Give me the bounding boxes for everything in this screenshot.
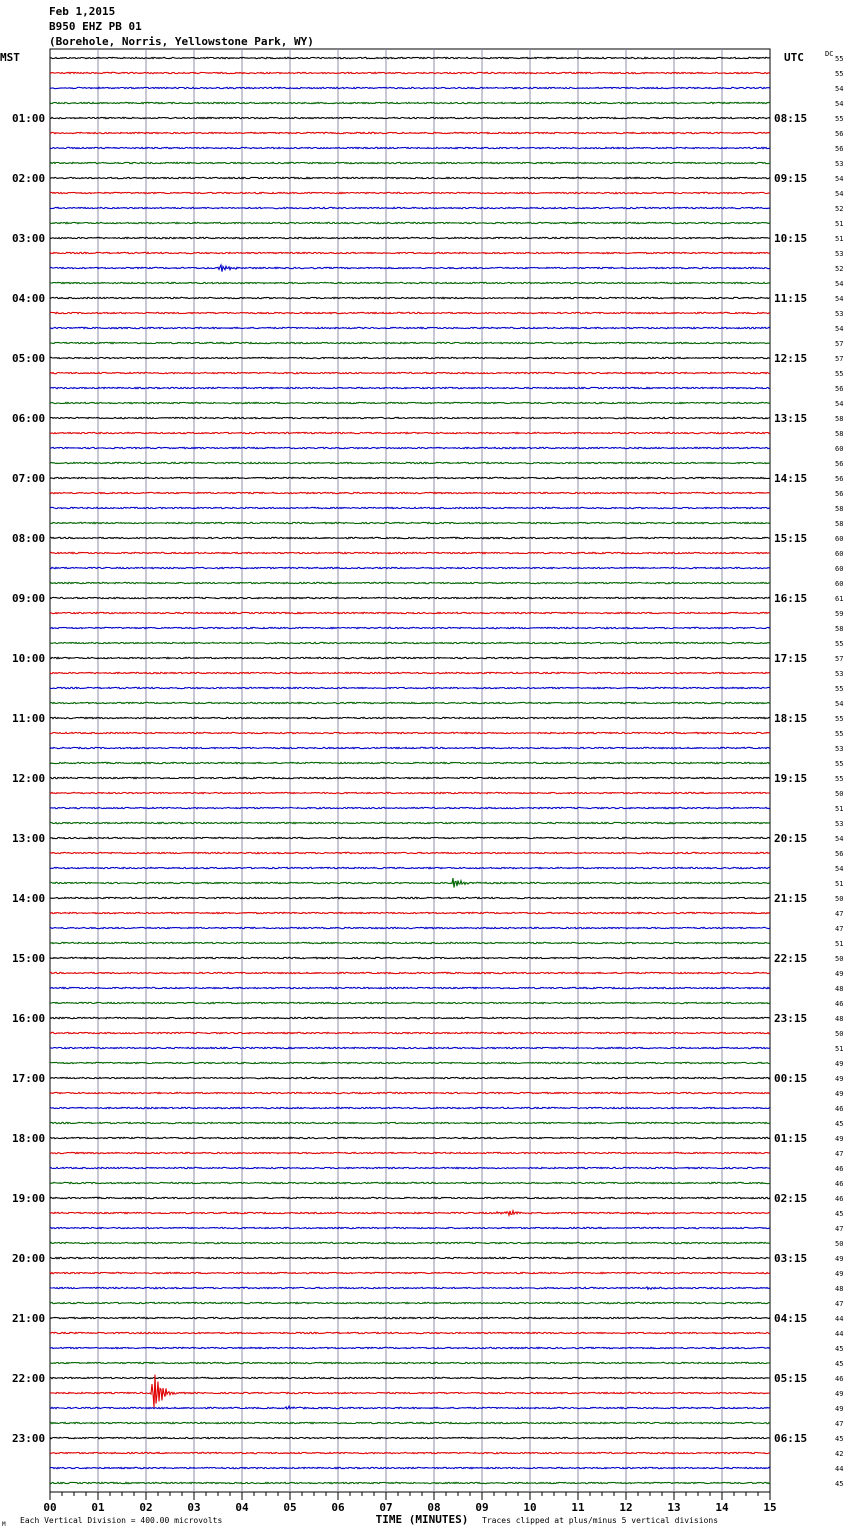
x-axis-title: TIME (MINUTES) [375,1513,469,1526]
trace-line [50,447,770,448]
trace-line [50,477,770,478]
mst-hour-label: 05:00 [12,352,46,365]
dc-offset-value: 45 [835,1345,844,1353]
x-tick-label: 00 [43,1501,57,1514]
dc-offset-value: 45 [835,1360,844,1368]
x-tick-label: 13 [667,1501,681,1514]
dc-offset-value: 54 [835,325,844,333]
trace-line [50,747,770,748]
dc-offset-value: 60 [835,535,844,543]
dc-offset-value: 55 [835,685,844,693]
trace-line [50,1152,770,1153]
trace-line [50,1137,770,1138]
dc-offset-value: 60 [835,550,844,558]
mst-hour-label: 16:00 [12,1012,46,1025]
dc-offset-value: 50 [835,895,844,903]
trace-line [50,1302,770,1303]
trace-line [50,792,770,793]
trace-line [50,207,770,208]
trace-line [50,612,770,613]
dc-offset-value: 46 [835,1375,844,1383]
dc-offset-value: 54 [835,100,844,108]
utc-hour-label: 08:15 [774,112,808,125]
seismic-traces [50,57,770,1483]
utc-hour-label: 06:15 [774,1432,808,1445]
trace-line [50,807,770,808]
dc-offset-value: 54 [835,280,844,288]
trace-line [50,1017,770,1018]
mst-hour-label: 19:00 [12,1192,46,1205]
utc-hour-label: 16:15 [774,592,808,605]
utc-hour-label: 17:15 [774,652,808,665]
dc-offset-value: 49 [835,1255,844,1263]
dc-offset-value: 55 [835,715,844,723]
clipping-note: Traces clipped at plus/minus 5 vertical divisions [482,1516,719,1525]
trace-line [50,1062,770,1063]
dc-offset-value: 46 [835,1165,844,1173]
dc-offset-value: 46 [835,1195,844,1203]
trace-line [50,852,770,853]
trace-line [50,878,770,887]
mst-hour-label: 12:00 [12,772,46,785]
utc-hour-label: 12:15 [774,352,808,365]
dc-offset-value: 55 [835,55,844,63]
dc-offset-value: 47 [835,1150,844,1158]
trace-line [50,1242,770,1243]
mst-hour-label: 15:00 [12,952,46,965]
mst-hour-label: 17:00 [12,1072,46,1085]
x-tick-label: 01 [91,1501,105,1514]
dc-offset-value: 47 [835,1420,844,1428]
dc-offset-value: 45 [835,1480,844,1488]
dc-offset-value: 54 [835,835,844,843]
trace-line [50,1375,770,1408]
dc-offset-value: 56 [835,460,844,468]
dc-offset-value: 58 [835,415,844,423]
utc-hour-label: 20:15 [774,832,808,845]
utc-hour-label: 00:15 [774,1072,808,1085]
trace-line [50,252,770,253]
dc-offset-value: 52 [835,205,844,213]
dc-offset-value: 60 [835,565,844,573]
trace-line [50,372,770,373]
x-tick-label: 05 [283,1501,297,1514]
trace-line [50,117,770,118]
dc-offset-value: 50 [835,955,844,963]
trace-line [50,357,770,358]
dc-offset-value: 55 [835,760,844,768]
dc-offset-value: 48 [835,985,844,993]
dc-offset-value: 58 [835,520,844,528]
utc-hour-label: 09:15 [774,172,808,185]
utc-hour-label: 04:15 [774,1312,808,1325]
trace-line [50,837,770,838]
dc-offset-value: 53 [835,250,844,258]
dc-offset-value: 54 [835,190,844,198]
trace-line [50,1227,770,1228]
dc-offset-value: 46 [835,1180,844,1188]
dc-offset-value: 54 [835,400,844,408]
dc-offset-value: 51 [835,220,844,228]
dc-offset-value: 49 [835,1060,844,1068]
dc-offset-value: 45 [835,1435,844,1443]
dc-offset-value: 50 [835,1240,844,1248]
mst-hour-label: 14:00 [12,892,46,905]
plot-frame [50,49,770,1492]
dc-offset-value: 60 [835,445,844,453]
dc-offset-value: 51 [835,1045,844,1053]
mst-hour-label: 22:00 [12,1372,46,1385]
dc-offset-value: 58 [835,625,844,633]
trace-line [50,582,770,583]
plot-date: Feb 1,2015 [49,5,116,18]
time-axis [43,1492,776,1514]
dc-offset-value: 55 [835,640,844,648]
dc-offset-value: 56 [835,145,844,153]
mst-hour-label: 20:00 [12,1252,46,1265]
mst-hour-label: 03:00 [12,232,46,245]
trace-line [50,177,770,178]
dc-offset-labels [835,55,843,1488]
utc-hour-label: 14:15 [774,472,808,485]
trace-line [50,162,770,163]
trace-line [50,57,770,58]
trace-line [50,1287,770,1289]
dc-offset-value: 54 [835,85,844,93]
trace-line [50,867,770,868]
dc-offset-value: 48 [835,1015,844,1023]
utc-hour-label: 10:15 [774,232,808,245]
station-code: B950 EHZ PB 01 [49,20,142,33]
trace-line [50,822,770,823]
x-tick-label: 10 [523,1501,537,1514]
mst-hour-label: 09:00 [12,592,46,605]
utc-hour-label: 18:15 [774,712,808,725]
dc-offset-value: 56 [835,475,844,483]
dc-offset-value: 51 [835,940,844,948]
dc-offset-value: 54 [835,700,844,708]
dc-offset-value: 53 [835,310,844,318]
utc-hour-label: 13:15 [774,412,808,425]
trace-line [50,1107,770,1108]
x-tick-label: 03 [187,1501,201,1514]
trace-line [50,687,770,688]
trace-line [50,537,770,538]
dc-offset-value: 49 [835,1090,844,1098]
utc-hour-label: 05:15 [774,1372,808,1385]
trace-line [50,957,770,958]
dc-offset-value: 53 [835,670,844,678]
dc-offset-value: 57 [835,655,844,663]
dc-offset-value: 55 [835,730,844,738]
trace-line [50,717,770,718]
trace-line [50,672,770,673]
dc-offset-value: 55 [835,775,844,783]
x-tick-label: 14 [715,1501,729,1514]
dc-offset-value: 59 [835,610,844,618]
mst-hour-label: 10:00 [12,652,46,665]
dc-offset-value: 45 [835,1120,844,1128]
trace-line [50,72,770,73]
mst-hour-label: 13:00 [12,832,46,845]
trace-line [50,1437,770,1438]
trace-line [50,222,770,223]
x-tick-label: 07 [379,1501,393,1514]
dc-offset-value: 47 [835,1300,844,1308]
dc-offset-value: 55 [835,70,844,78]
x-tick-label: 04 [235,1501,249,1514]
trace-line [50,297,770,298]
dc-offset-value: 50 [835,1030,844,1038]
utc-hour-label: 19:15 [774,772,808,785]
x-tick-label: 06 [331,1501,345,1514]
trace-line [50,1047,770,1048]
utc-hour-label: 15:15 [774,532,808,545]
dc-offset-value: 49 [835,970,844,978]
mst-hour-label: 11:00 [12,712,46,725]
minute-grid [50,49,770,1492]
trace-line [50,1452,770,1453]
utc-hour-label: 21:15 [774,892,808,905]
dc-offset-value: 60 [835,580,844,588]
mst-label: MST [0,51,20,64]
x-tick-label: 11 [571,1501,585,1514]
trace-line [50,102,770,103]
trace-line [50,147,770,148]
trace-line [50,237,770,238]
trace-line [50,342,770,343]
trace-line [50,1032,770,1033]
dc-offset-value: 58 [835,505,844,513]
dc-offset-value: 47 [835,925,844,933]
dc-offset-value: 42 [835,1450,844,1458]
dc-offset-value: 55 [835,370,844,378]
dc-offset-value: 54 [835,295,844,303]
dc-offset-value: 49 [835,1135,844,1143]
mst-hour-label: 01:00 [12,112,46,125]
dc-label: DC [825,50,834,58]
x-tick-label: 09 [475,1501,489,1514]
trace-line [50,402,770,403]
dc-offset-value: 47 [835,910,844,918]
dc-offset-value: 45 [835,1210,844,1218]
mst-hour-label: 07:00 [12,472,46,485]
trace-line [50,1467,770,1468]
dc-offset-value: 61 [835,595,844,603]
trace-line [50,87,770,88]
dc-offset-value: 44 [835,1330,844,1338]
trace-line [50,642,770,643]
mst-hour-label: 21:00 [12,1312,46,1325]
x-tick-label: 08 [427,1501,441,1514]
trace-line [50,1002,770,1003]
trace-line [50,265,770,272]
dc-offset-value: 58 [835,430,844,438]
dc-offset-value: 56 [835,490,844,498]
trace-line [50,567,770,568]
dc-offset-value: 54 [835,175,844,183]
trace-line [50,1092,770,1093]
utc-hour-label: 11:15 [774,292,808,305]
trace-line [50,387,770,388]
x-tick-label: 02 [139,1501,153,1514]
trace-line [50,1422,770,1423]
mst-hour-label: 06:00 [12,412,46,425]
trace-line [50,987,770,988]
trace-line [50,1077,770,1078]
utc-hour-label: 03:15 [774,1252,808,1265]
trace-line [50,1377,770,1378]
dc-offset-value: 56 [835,130,844,138]
trace-line [50,627,770,628]
dc-offset-value: 44 [835,1465,844,1473]
mst-hour-label: 08:00 [12,532,46,545]
dc-offset-value: 57 [835,340,844,348]
dc-offset-value: 51 [835,235,844,243]
x-tick-label: 12 [619,1501,633,1514]
vertical-division-note: Each Vertical Division = 400.00 microvolts [20,1516,223,1525]
mst-hour-label: 04:00 [12,292,46,305]
trace-line [50,762,770,763]
trace-line [50,942,770,943]
dc-offset-value: 50 [835,790,844,798]
trace-line [50,552,770,553]
trace-line [50,777,770,778]
trace-line [50,417,770,418]
trace-line [50,972,770,973]
trace-line [50,1197,770,1198]
utc-label: UTC [784,51,804,64]
trace-line [50,282,770,283]
dc-offset-value: 56 [835,850,844,858]
x-tick-label: 15 [763,1501,777,1514]
trace-line [50,492,770,493]
trace-line [50,1406,770,1409]
trace-line [50,522,770,523]
station-location: (Borehole, Norris, Yellowstone Park, WY) [49,35,314,48]
trace-line [50,507,770,508]
dc-offset-value: 48 [835,1285,844,1293]
trace-line [50,897,770,898]
dc-offset-value: 53 [835,745,844,753]
trace-line [50,462,770,463]
trace-line [50,1211,770,1216]
trace-line [50,432,770,433]
dc-offset-value: 49 [835,1405,844,1413]
dc-offset-value: 47 [835,1225,844,1233]
dc-offset-value: 44 [835,1315,844,1323]
trace-line [50,657,770,658]
trace-line [50,1317,770,1318]
dc-offset-value: 57 [835,355,844,363]
utc-hour-label: 01:15 [774,1132,808,1145]
dc-offset-value: 52 [835,265,844,273]
utc-hour-label: 23:15 [774,1012,808,1025]
trace-line [50,1257,770,1258]
trace-line [50,1272,770,1273]
dc-offset-value: 49 [835,1390,844,1398]
trace-line [50,132,770,133]
trace-line [50,927,770,928]
trace-line [50,1167,770,1168]
dc-offset-value: 51 [835,880,844,888]
mst-hour-label: 23:00 [12,1432,46,1445]
mst-hour-label: 18:00 [12,1132,46,1145]
dc-offset-value: 53 [835,820,844,828]
trace-line [50,732,770,733]
dc-offset-value: 49 [835,1075,844,1083]
dc-offset-value: 46 [835,1105,844,1113]
trace-line [50,327,770,328]
trace-line [50,192,770,193]
trace-line [50,1332,770,1333]
trace-line [50,1182,770,1183]
trace-line [50,702,770,703]
dc-offset-value: 51 [835,805,844,813]
trace-line [50,1362,770,1363]
dc-offset-value: 55 [835,115,844,123]
mst-hour-labels [12,112,45,1445]
trace-line [50,912,770,913]
trace-line [50,1122,770,1123]
utc-hour-label: 22:15 [774,952,808,965]
trace-line [50,1347,770,1348]
trace-line [50,597,770,598]
dc-offset-value: 49 [835,1270,844,1278]
dc-offset-value: 53 [835,160,844,168]
dc-offset-value: 54 [835,865,844,873]
dc-offset-value: 56 [835,385,844,393]
dc-offset-value: 46 [835,1000,844,1008]
trace-line [50,312,770,313]
trace-line [50,1482,770,1483]
utc-hour-label: 02:15 [774,1192,808,1205]
corner-mark: M [2,1521,6,1528]
utc-hour-labels [774,112,807,1445]
mst-hour-label: 02:00 [12,172,46,185]
